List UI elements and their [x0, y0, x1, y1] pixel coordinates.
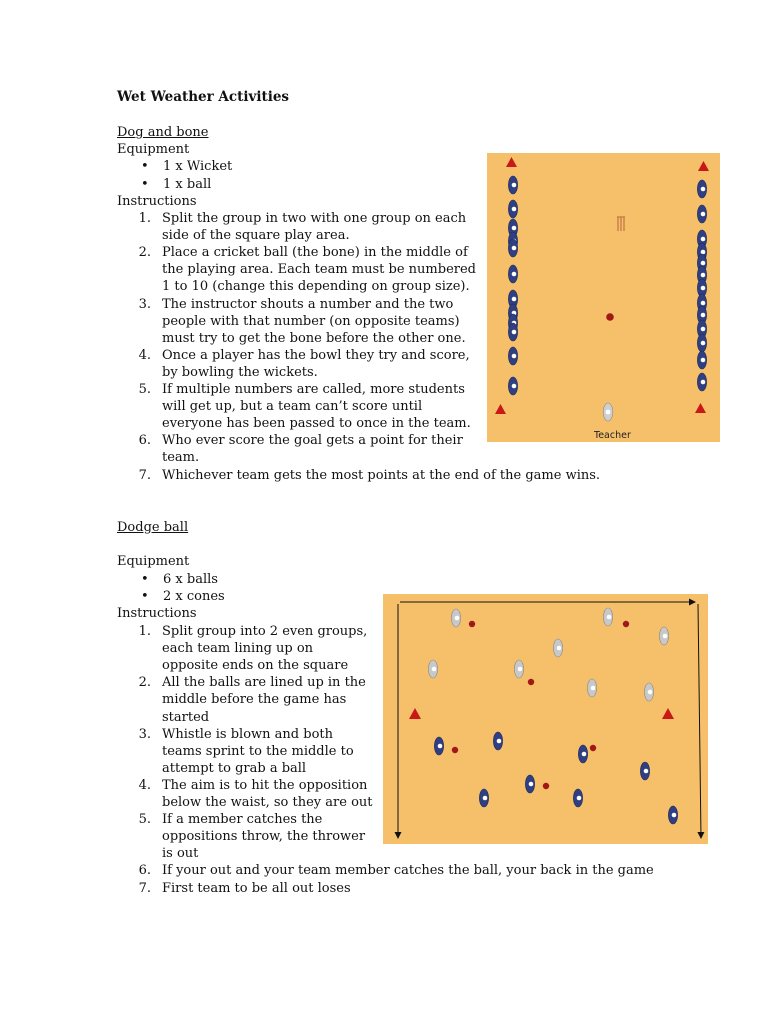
instruction-line: The instructor shouts a number and the two — [162, 296, 454, 312]
ball-icon — [469, 621, 475, 627]
instruction-line: is out — [162, 846, 199, 862]
instructions-label: Instructions — [117, 194, 197, 209]
bullet-icon: • — [141, 572, 149, 587]
instruction-line: 1 to 10 (change this depending on group size). — [162, 279, 470, 295]
ball-icon — [528, 679, 534, 685]
dodge-ball-diagram — [383, 594, 708, 844]
player-icon — [508, 323, 517, 341]
instruction-line: teams sprint to the middle to — [162, 743, 354, 759]
ball-icon — [543, 783, 549, 789]
player-icon — [508, 377, 517, 395]
player-icon — [697, 205, 706, 223]
list-number: 1. — [138, 211, 151, 226]
instruction-line: Split the group in two with one group on each — [162, 211, 467, 226]
instruction-line: middle before the game has — [162, 692, 347, 708]
instruction-line: Place a cricket ball (the bone) in the middle of — [162, 245, 468, 261]
list-number: 2. — [138, 675, 151, 691]
list-number: 4. — [138, 777, 151, 793]
player-icon — [668, 806, 677, 824]
player-icon — [578, 745, 587, 763]
list-number: 5. — [138, 812, 151, 828]
ball-icon — [606, 313, 614, 321]
list-number: 4. — [138, 347, 151, 363]
instruction-line: attempt to grab a ball — [162, 760, 307, 776]
dog-and-bone-field — [487, 153, 720, 442]
player-icon — [587, 679, 596, 697]
player-icon — [493, 732, 502, 750]
bullet-icon: • — [141, 589, 149, 604]
bullet-icon: • — [141, 159, 149, 174]
list-number: 5. — [138, 382, 151, 397]
instruction-line: each team lining up on — [162, 641, 314, 657]
instruction-line: by bowling the wickets. — [162, 364, 318, 380]
player-icon — [640, 762, 649, 780]
instruction-line: people with that number (on opposite teams) — [162, 313, 460, 329]
instruction-line: If a member catches the — [162, 812, 323, 828]
player-icon — [428, 660, 437, 678]
instruction-line: team. — [162, 450, 200, 466]
instruction-line: Once a player has the bowl they try and score, — [162, 347, 470, 363]
cone-icon — [409, 708, 421, 719]
teacher-player-icon — [603, 403, 613, 421]
player-icon — [508, 239, 517, 257]
equipment-label: Equipment — [117, 554, 190, 569]
player-icon — [479, 789, 488, 807]
instruction-line: started — [162, 709, 210, 725]
player-icon — [697, 334, 706, 352]
instruction-line: opposite ends on the square — [162, 658, 349, 674]
bullet-icon: • — [141, 177, 149, 192]
player-icon — [451, 609, 460, 627]
dodge-ball-field — [383, 594, 708, 844]
player-icon — [573, 789, 582, 807]
instruction-line: First team to be all out loses — [162, 880, 351, 896]
player-icon — [508, 347, 517, 365]
section-heading-dodge-ball: Dodge ball — [117, 520, 189, 535]
player-icon — [525, 775, 534, 793]
page-title: Wet Weather Activities — [117, 89, 290, 105]
list-number: 1. — [138, 624, 151, 639]
list-number: 3. — [138, 296, 151, 312]
instruction-line: oppositions throw, the thrower — [162, 829, 366, 845]
cone-icon — [698, 161, 709, 171]
cone-icon — [506, 157, 517, 167]
list-number: 6. — [138, 863, 151, 879]
player-icon — [697, 351, 706, 369]
instruction-line: Who ever score the goal gets a point for their — [162, 433, 463, 449]
player-icon — [508, 176, 517, 194]
player-icon — [659, 627, 668, 645]
instruction-line: Split group into 2 even groups, — [162, 624, 368, 639]
instruction-line: If your out and your team member catches the ball, your back in the game — [162, 863, 654, 879]
ball-icon — [590, 745, 596, 751]
instruction-line: will get up, but a team can’t score until — [162, 399, 423, 415]
player-icon — [697, 373, 706, 391]
player-icon — [434, 737, 443, 755]
cricket-wicket-icon — [617, 217, 625, 231]
player-icon — [603, 608, 612, 626]
ball-icon — [623, 621, 629, 627]
ball-icon — [452, 747, 458, 753]
equipment-label: Equipment — [117, 142, 190, 157]
instruction-line: side of the square play area. — [162, 228, 350, 244]
player-icon — [644, 683, 653, 701]
list-number: 6. — [138, 433, 151, 449]
section-heading-dog-and-bone: Dog and bone — [117, 125, 209, 140]
list-number: 2. — [138, 245, 151, 261]
list-number: 3. — [138, 726, 151, 742]
instruction-line: everyone has been passed to once in the team. — [162, 416, 471, 432]
cone-icon — [662, 708, 674, 719]
instruction-line: Whistle is blown and both — [162, 726, 333, 742]
player-icon — [553, 639, 562, 657]
dog-and-bone-diagram — [487, 153, 720, 442]
list-number: 7. — [138, 880, 151, 896]
list-number: 7. — [138, 467, 151, 483]
instruction-line: The aim is to hit the opposition — [162, 777, 368, 793]
instruction-line: the playing area. Each team must be numbered — [162, 262, 476, 278]
instruction-line: below the waist, so they are out — [162, 795, 373, 810]
instruction-line: If multiple numbers are called, more students — [162, 382, 465, 397]
player-icon — [514, 660, 523, 678]
player-icon — [508, 200, 517, 218]
teacher-label: Teacher — [594, 430, 631, 441]
player-icon — [697, 180, 706, 198]
instructions-label: Instructions — [117, 606, 197, 621]
player-icon — [508, 265, 517, 283]
instruction-line: Whichever team gets the most points at the end of the game wins. — [162, 467, 601, 483]
cone-icon — [495, 404, 506, 414]
instruction-line: All the balls are lined up in the — [162, 675, 366, 691]
cone-icon — [695, 403, 706, 413]
boundary-arrow-right — [698, 604, 701, 838]
instruction-line: must try to get the bone before the other one. — [162, 330, 466, 346]
